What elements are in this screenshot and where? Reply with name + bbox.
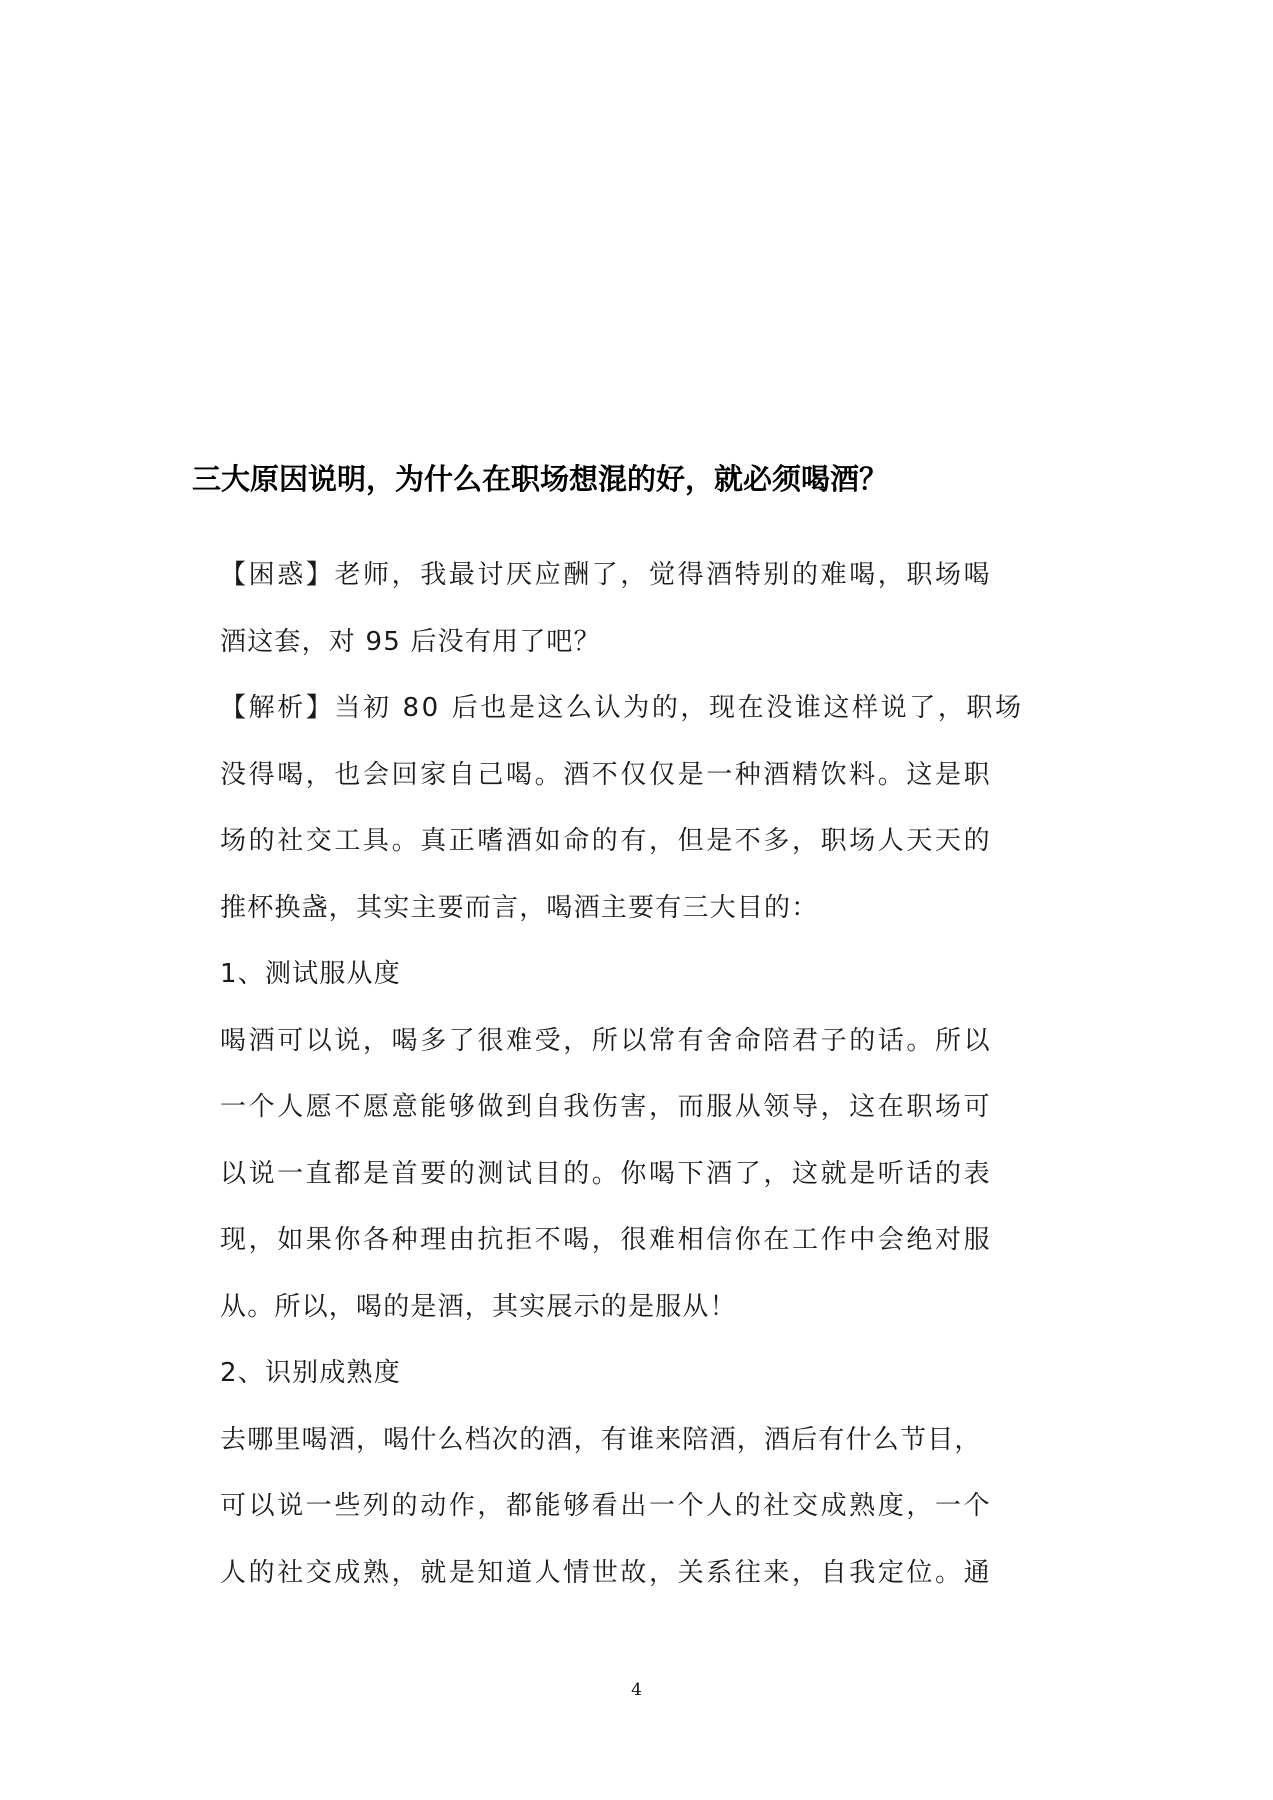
paragraph-line: 没得喝，也会回家自己喝。酒不仅仅是一种酒精饮料。这是职	[220, 759, 993, 790]
paragraph-line: 从。所以，喝的是酒，其实展示的是服从！	[220, 1291, 737, 1322]
paragraph-line: 酒这套，对 95 后没有用了吧？	[220, 626, 601, 657]
paragraph-line: 场的社交工具。真正嗜酒如命的有，但是不多，职场人天天的	[220, 826, 993, 856]
paragraph-line: 现，如果你各种理由抗拒不喝，很难相信你在工作中会绝对服	[220, 1225, 993, 1255]
section-heading-2: 2、识别成熟度	[220, 1358, 401, 1388]
article-body	[220, 552, 1060, 1616]
paragraph-line: 去哪里喝酒，喝什么档次的酒，有谁来陪酒，酒后有什么节目，	[220, 1424, 982, 1455]
paragraph-line: 【解析】当初 80 后也是这么认为的，现在没谁这样说了，职场	[220, 693, 1024, 723]
paragraph-line: 【困惑】老师，我最讨厌应酬了，觉得酒特别的难喝，职场喝	[220, 560, 993, 590]
paragraph-line: 人的社交成熟，就是知道人情世故，关系往来，自我定位。通	[220, 1557, 993, 1588]
paragraph-line: 以说一直都是首要的测试目的。你喝下酒了，这就是听话的表	[220, 1158, 993, 1189]
paragraph-line: 可以说一些列的动作，都能够看出一个人的社交成熟度，一个	[220, 1491, 993, 1521]
paragraph-line: 推杯换盏，其实主要而言，喝酒主要有三大目的：	[220, 892, 819, 923]
paragraph-line: 喝酒可以说，喝多了很难受，所以常有舍命陪君子的话。所以	[220, 1025, 993, 1056]
page-number: 4	[631, 1680, 642, 1700]
paragraph-line: 一个人愿不愿意能够做到自我伤害，而服从领导，这在职场可	[220, 1092, 993, 1122]
article-title: 三大原因说明，为什么在职场想混的好，就必须喝酒？	[192, 462, 889, 496]
section-heading-1: 1、测试服从度	[220, 959, 401, 989]
